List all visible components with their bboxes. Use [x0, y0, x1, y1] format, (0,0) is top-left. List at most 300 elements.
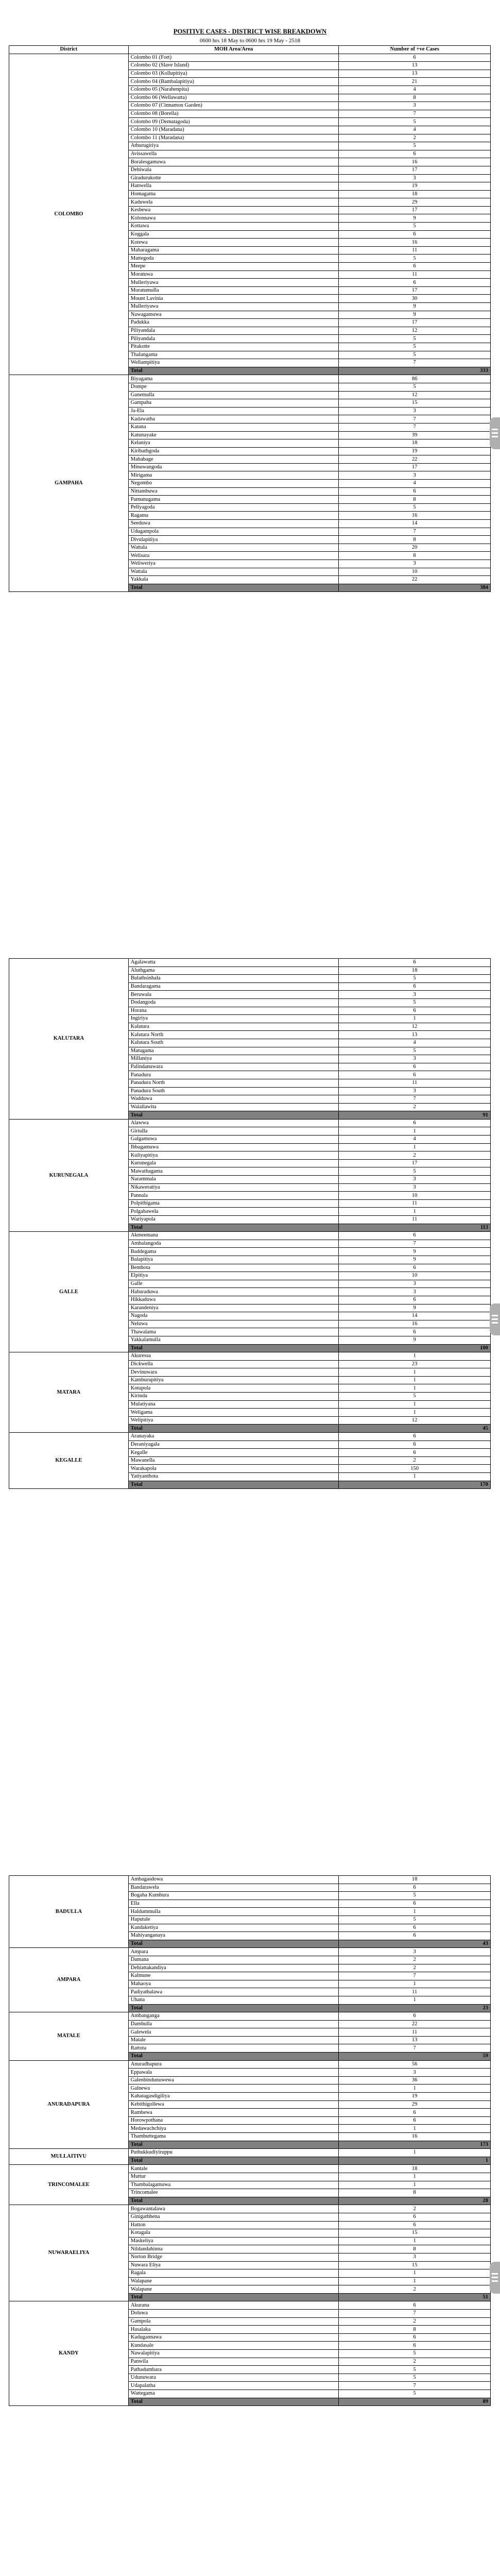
case-count: 12 [339, 327, 491, 335]
moh-area: Norton Bridge [128, 2253, 339, 2261]
table-row [9, 54, 491, 62]
case-count: 3 [339, 1176, 491, 1184]
moh-area: Udunuwara [128, 2374, 339, 2382]
moh-area: Palindanuwara [128, 1063, 339, 1071]
moh-area: Puthukkudiyiruppu [128, 2149, 339, 2157]
moh-area: Deraniyagala [128, 1440, 339, 1449]
district-name: KEGALLE [9, 1433, 129, 1489]
case-count: 3 [339, 1948, 491, 1956]
case-count: 13 [339, 70, 491, 78]
moh-area: Uhana [128, 1996, 339, 2004]
moh-area: Homagama [128, 190, 339, 198]
moh-area: Baddegama [128, 1248, 339, 1256]
case-count: 6 [339, 1071, 491, 1079]
case-count: 6 [339, 2012, 491, 2021]
case-count: 16 [339, 158, 491, 166]
case-count: 18 [339, 1876, 491, 1884]
moh-area: Ragala [128, 2269, 339, 2278]
case-count: 3 [339, 1087, 491, 1095]
table-row [9, 2012, 491, 2021]
district-name: GAMPAHA [9, 375, 129, 592]
district-name: KURUNEGALA [9, 1119, 129, 1231]
moh-area: Polgahawela [128, 1208, 339, 1216]
moh-area: Karandeniya [128, 1304, 339, 1312]
case-count: 11 [339, 1988, 491, 1996]
moh-area: Kuliyapitiya [128, 1151, 339, 1160]
case-count: 86 [339, 375, 491, 383]
case-count: 18 [339, 439, 491, 448]
moh-area: Ella [128, 1900, 339, 1908]
case-count: 1 [339, 2269, 491, 2278]
moh-area: Kalutara [128, 1023, 339, 1031]
district-name: COLOMBO [9, 54, 129, 375]
case-count: 15 [339, 2229, 491, 2238]
table-row [9, 2149, 491, 2157]
moh-area: Mirigama [128, 471, 339, 480]
moh-area: Peliyagoda [128, 503, 339, 512]
total-label: Total [128, 1111, 339, 1120]
header-row [9, 46, 491, 54]
moh-area: Nikaweratiya [128, 1183, 339, 1192]
moh-area: Nawalapitiya [128, 2350, 339, 2358]
total-count: 170 [339, 1481, 491, 1489]
moh-area: Dehiwala [128, 166, 339, 174]
case-count: 10 [339, 1272, 491, 1280]
moh-area: Walapane [128, 2285, 339, 2294]
moh-area: Wadduwa [128, 1095, 339, 1104]
case-count: 19 [339, 2093, 491, 2101]
moh-area: Nawagamuwa [128, 311, 339, 319]
moh-area: Thawalama [128, 1328, 339, 1336]
table-row [9, 1433, 491, 1441]
moh-area: Kundasale [128, 2342, 339, 2350]
moh-area: Ginigathhena [128, 2213, 339, 2221]
moh-area: Maharagama [128, 246, 339, 255]
district-name: MATALE [9, 2012, 129, 2061]
moh-area: Colombo 07 (Cinnamon Garden) [128, 102, 339, 110]
moh-area: Mulleriyawa [128, 279, 339, 287]
total-label: Total [128, 2293, 339, 2301]
moh-area: Kotagala [128, 2229, 339, 2238]
case-count: 8 [339, 2245, 491, 2253]
moh-area: Seeduwa [128, 520, 339, 528]
case-count: 5 [339, 975, 491, 983]
case-count: 6 [339, 1900, 491, 1908]
case-count: 1 [339, 2149, 491, 2157]
moh-area: Kotewa [128, 239, 339, 247]
column-header-moh: MOH Area/Area [128, 46, 339, 54]
scroll-handle[interactable] [490, 2262, 500, 2294]
moh-area: Kadawatha [128, 415, 339, 423]
table-row [9, 2165, 491, 2173]
moh-area: Matugama [128, 1047, 339, 1055]
moh-area: Kahatagasdigiliya [128, 2093, 339, 2101]
case-count: 150 [339, 1465, 491, 1473]
case-count: 1 [339, 1127, 491, 1136]
moh-area: Panwila [128, 2358, 339, 2366]
case-count: 5 [339, 1892, 491, 1900]
moh-area: Kirinda [128, 1393, 339, 1401]
total-label: Total [128, 2197, 339, 2205]
case-count: 11 [339, 1079, 491, 1087]
moh-area: Akuressa [128, 1352, 339, 1361]
moh-area: Kegalle [128, 1449, 339, 1457]
moh-area: Wellampitiya [128, 359, 339, 367]
moh-area: Katunayake [128, 431, 339, 439]
moh-area: Padiyathalawa [128, 1988, 339, 1996]
case-count: 6 [339, 1328, 491, 1336]
total-label: Total [128, 1224, 339, 1232]
case-count: 16 [339, 239, 491, 247]
moh-area: Kandaketiya [128, 1924, 339, 1932]
case-count: 5 [339, 343, 491, 351]
case-count: 7 [339, 2310, 491, 2318]
moh-area: Colombo 03 (Kollupitiya) [128, 70, 339, 78]
case-count: 11 [339, 1216, 491, 1224]
moh-area: Dodangoda [128, 998, 339, 1007]
moh-area: Kesbewa [128, 206, 339, 214]
moh-area: Minuwangoda [128, 463, 339, 471]
moh-area: Mulatiyana [128, 1400, 339, 1409]
case-count: 13 [339, 62, 491, 70]
moh-area: Akurana [128, 2301, 339, 2310]
case-count: 5 [339, 255, 491, 263]
case-count: 5 [339, 503, 491, 512]
moh-area: Bulathsinhala [128, 975, 339, 983]
moh-area: Kalmune [128, 1972, 339, 1980]
case-count: 56 [339, 2060, 491, 2069]
moh-area: Kebithigollewa [128, 2100, 339, 2109]
case-count: 2 [339, 1956, 491, 1964]
case-count: 7 [339, 359, 491, 367]
case-count: 1 [339, 2277, 491, 2285]
moh-area: Ja-Ela [128, 407, 339, 415]
case-count: 6 [339, 1232, 491, 1240]
case-count: 1 [339, 2084, 491, 2093]
moh-area: Trincomalee [128, 2189, 339, 2197]
moh-area: Horana [128, 1007, 339, 1015]
case-count: 7 [339, 1095, 491, 1104]
moh-area: Hasalaka [128, 2326, 339, 2334]
case-count: 14 [339, 1312, 491, 1320]
case-count: 6 [339, 1449, 491, 1457]
moh-area: Mawanella [128, 1456, 339, 1465]
case-count: 3 [339, 1288, 491, 1296]
moh-area: Galgamuwa [128, 1136, 339, 1144]
moh-area: Ampara [128, 1948, 339, 1956]
case-count: 7 [339, 423, 491, 431]
case-count: 6 [339, 150, 491, 158]
case-count: 16 [339, 512, 491, 520]
moh-area: Kamburupitiya [128, 1376, 339, 1384]
moh-area: Mawathagama [128, 1167, 339, 1176]
moh-area: Colombo 10 (Maradana) [128, 126, 339, 134]
column-header-district: District [9, 46, 129, 54]
total-label: Total [128, 2141, 339, 2149]
moh-area: Walallawita [128, 1103, 339, 1111]
case-count: 7 [339, 2044, 491, 2053]
case-count: 6 [339, 959, 491, 967]
total-label: Total [128, 1940, 339, 1948]
total-count: 59 [339, 2053, 491, 2061]
moh-area: Pathadumbara [128, 2366, 339, 2374]
moh-area: Alawwa [128, 1119, 339, 1127]
total-label: Total [128, 584, 339, 592]
case-count: 1 [339, 2237, 491, 2245]
moh-area: Biyagama [128, 375, 339, 383]
moh-area: Bandarawela [128, 1884, 339, 1892]
case-count: 8 [339, 2189, 491, 2197]
case-count: 5 [339, 351, 491, 359]
total-count: 113 [339, 1224, 491, 1232]
moh-area: Wattegama [128, 2390, 339, 2398]
case-count: 6 [339, 1440, 491, 1449]
case-count: 5 [339, 1167, 491, 1176]
cases-table [9, 958, 491, 1489]
case-count: 3 [339, 1280, 491, 1288]
moh-area: Katana [128, 423, 339, 431]
moh-area: Pitakotte [128, 343, 339, 351]
moh-area: Boralesgamuwa [128, 158, 339, 166]
table-row [9, 2060, 491, 2069]
case-count: 16 [339, 2133, 491, 2141]
moh-area: Piliyandala [128, 327, 339, 335]
case-count: 6 [339, 279, 491, 287]
moh-area: Maskeliya [128, 2237, 339, 2245]
scroll-handle[interactable] [490, 1303, 500, 1335]
moh-area: Anuradhapura [128, 2060, 339, 2069]
moh-area: Wattala [128, 568, 339, 576]
moh-area: Avissawella [128, 150, 339, 158]
case-count: 3 [339, 174, 491, 182]
case-count: 1 [339, 1908, 491, 1916]
case-count: 5 [339, 335, 491, 343]
case-count: 2 [339, 1103, 491, 1111]
district-name: AMPARA [9, 1948, 129, 2012]
moh-area: Balapitiya [128, 1256, 339, 1264]
case-count: 6 [339, 1264, 491, 1272]
case-count: 2 [339, 2285, 491, 2294]
district-name: KANDY [9, 2301, 129, 2406]
district-name: NUWARAELIYA [9, 2205, 129, 2301]
moh-area: Kalutara South [128, 1039, 339, 1047]
case-count: 4 [339, 86, 491, 94]
case-count: 4 [339, 126, 491, 134]
case-count: 1 [339, 1473, 491, 1481]
moh-area: Panadura North [128, 1079, 339, 1087]
report-header [0, 0, 500, 44]
total-count: 43 [339, 1940, 491, 1948]
case-count: 19 [339, 447, 491, 455]
case-count: 9 [339, 1256, 491, 1264]
moh-area: Aluthgama [128, 967, 339, 975]
case-count: 2 [339, 1456, 491, 1465]
moh-area: Habaraduwa [128, 1288, 339, 1296]
moh-area: Horowpothana [128, 2116, 339, 2125]
case-count: 9 [339, 303, 491, 311]
case-count: 5 [339, 1047, 491, 1055]
case-count: 6 [339, 2301, 491, 2310]
case-count: 12 [339, 1023, 491, 1031]
moh-area: Colombo 02 (Slave Island) [128, 62, 339, 70]
case-count: 12 [339, 391, 491, 399]
moh-area: Doluwa [128, 2310, 339, 2318]
case-count: 1 [339, 2173, 491, 2181]
moh-area: Galnewa [128, 2084, 339, 2093]
case-count: 8 [339, 496, 491, 504]
total-count: 1 [339, 2157, 491, 2165]
case-count: 29 [339, 198, 491, 207]
moh-area: Medawachchiya [128, 2125, 339, 2133]
moh-area: Kolonnawa [128, 214, 339, 223]
case-count: 5 [339, 2374, 491, 2382]
case-count: 17 [339, 463, 491, 471]
column-header-count: Number of +ve Cases [339, 46, 491, 54]
district-name: GALLE [9, 1232, 129, 1352]
moh-area: Hikkaduwa [128, 1296, 339, 1304]
moh-area: Rattota [128, 2044, 339, 2053]
case-count: 20 [339, 544, 491, 552]
scroll-handle[interactable] [490, 417, 500, 449]
case-count: 8 [339, 536, 491, 544]
moh-area: Bandaragama [128, 982, 339, 991]
case-count: 6 [339, 2213, 491, 2221]
case-count: 36 [339, 2076, 491, 2084]
table-row [9, 1876, 491, 1884]
total-count: 173 [339, 2141, 491, 2149]
moh-area: Elpitiya [128, 1272, 339, 1280]
case-count: 2 [339, 1964, 491, 1972]
case-count: 6 [339, 2116, 491, 2125]
case-count: 5 [339, 1916, 491, 1924]
moh-area: Mount Lavinia [128, 295, 339, 303]
cases-table [9, 45, 491, 592]
moh-area: Kotapola [128, 1384, 339, 1393]
moh-area: Muttur [128, 2173, 339, 2181]
moh-area: Kiribathgoda [128, 447, 339, 455]
moh-area: Ambanganga [128, 2012, 339, 2021]
case-count: 7 [339, 528, 491, 536]
moh-area: Mahiyanganaya [128, 1932, 339, 1940]
case-count: 15 [339, 2261, 491, 2269]
case-count: 3 [339, 407, 491, 415]
moh-area: Nittambuwa [128, 487, 339, 496]
moh-area: Colombo 01 (Fort) [128, 54, 339, 62]
moh-area: Kottawa [128, 223, 339, 231]
moh-area: Pannala [128, 1192, 339, 1200]
case-count: 7 [339, 2382, 491, 2390]
district-name: TRINCOMALEE [9, 2165, 129, 2205]
moh-area: Moratuwa [128, 270, 339, 279]
case-count: 1 [339, 1376, 491, 1384]
moh-area: Millaniya [128, 1055, 339, 1063]
moh-area: Colombo 06 (Wellawatta) [128, 94, 339, 102]
case-count: 7 [339, 1972, 491, 1980]
table-row [9, 375, 491, 383]
table-row [9, 1119, 491, 1127]
case-count: 3 [339, 991, 491, 999]
case-count: 5 [339, 142, 491, 150]
moh-area: Rambewa [128, 2109, 339, 2117]
total-count: 100 [339, 1344, 491, 1352]
district-name: ANURADAPURA [9, 2060, 129, 2149]
case-count: 6 [339, 1063, 491, 1071]
case-count: 3 [339, 2253, 491, 2261]
case-count: 5 [339, 223, 491, 231]
case-count: 2 [339, 1151, 491, 1160]
moh-area: Galewela [128, 2028, 339, 2037]
case-count: 2 [339, 134, 491, 142]
total-label: Total [128, 2053, 339, 2061]
case-count: 6 [339, 1433, 491, 1441]
case-count: 8 [339, 552, 491, 560]
moh-area: Beruwala [128, 991, 339, 999]
case-count: 10 [339, 1192, 491, 1200]
case-count: 1 [339, 1384, 491, 1393]
case-count: 5 [339, 2350, 491, 2358]
case-count: 17 [339, 1159, 491, 1167]
case-count: 10 [339, 568, 491, 576]
moh-area: Dompe [128, 383, 339, 391]
moh-area: Kelaniya [128, 439, 339, 448]
case-count: 3 [339, 560, 491, 568]
case-count: 6 [339, 1932, 491, 1940]
total-label: Total [128, 1425, 339, 1433]
moh-area: Ingiriya [128, 1015, 339, 1023]
case-count: 7 [339, 1240, 491, 1248]
moh-area: Bogawantalawa [128, 2205, 339, 2213]
case-count: 1 [339, 1143, 491, 1151]
moh-area: Kalutara North [128, 1031, 339, 1039]
total-count: 333 [339, 367, 491, 375]
moh-area: Mahabage [128, 455, 339, 464]
case-count: 1 [339, 1980, 491, 1988]
moh-area: Hatton [128, 2221, 339, 2229]
moh-area: Gampola [128, 2317, 339, 2326]
moh-area: Giriulla [128, 1127, 339, 1136]
moh-area: Walapane [128, 2277, 339, 2285]
case-count: 6 [339, 230, 491, 239]
case-count: 6 [339, 1884, 491, 1892]
moh-area: Bogaha Kumbura [128, 1892, 339, 1900]
case-count: 17 [339, 206, 491, 214]
moh-area: Aranayaka [128, 1433, 339, 1441]
case-count: 23 [339, 1360, 491, 1368]
moh-area: Nagoda [128, 1312, 339, 1320]
moh-area: Dickwella [128, 1360, 339, 1368]
moh-area: Moratumulla [128, 286, 339, 295]
district-name: MATARA [9, 1352, 129, 1433]
moh-area: Akmeemana [128, 1232, 339, 1240]
case-count: 11 [339, 1199, 491, 1208]
moh-area: Polpithigama [128, 1199, 339, 1208]
moh-area: Welisara [128, 552, 339, 560]
moh-area: Yakkalamulla [128, 1336, 339, 1344]
moh-area: Ambalangoda [128, 1240, 339, 1248]
moh-area: Meepe [128, 263, 339, 271]
moh-area: Kadugannawa [128, 2333, 339, 2342]
moh-area: Ambagasdowa [128, 1876, 339, 1884]
case-count: 6 [339, 1924, 491, 1932]
total-count: 89 [339, 2398, 491, 2406]
case-count: 6 [339, 487, 491, 496]
moh-area: Athurugiriya [128, 142, 339, 150]
case-count: 13 [339, 1031, 491, 1039]
case-count: 11 [339, 2028, 491, 2037]
case-count: 6 [339, 2342, 491, 2350]
moh-area: Weligama [128, 1409, 339, 1417]
case-count: 8 [339, 2326, 491, 2334]
